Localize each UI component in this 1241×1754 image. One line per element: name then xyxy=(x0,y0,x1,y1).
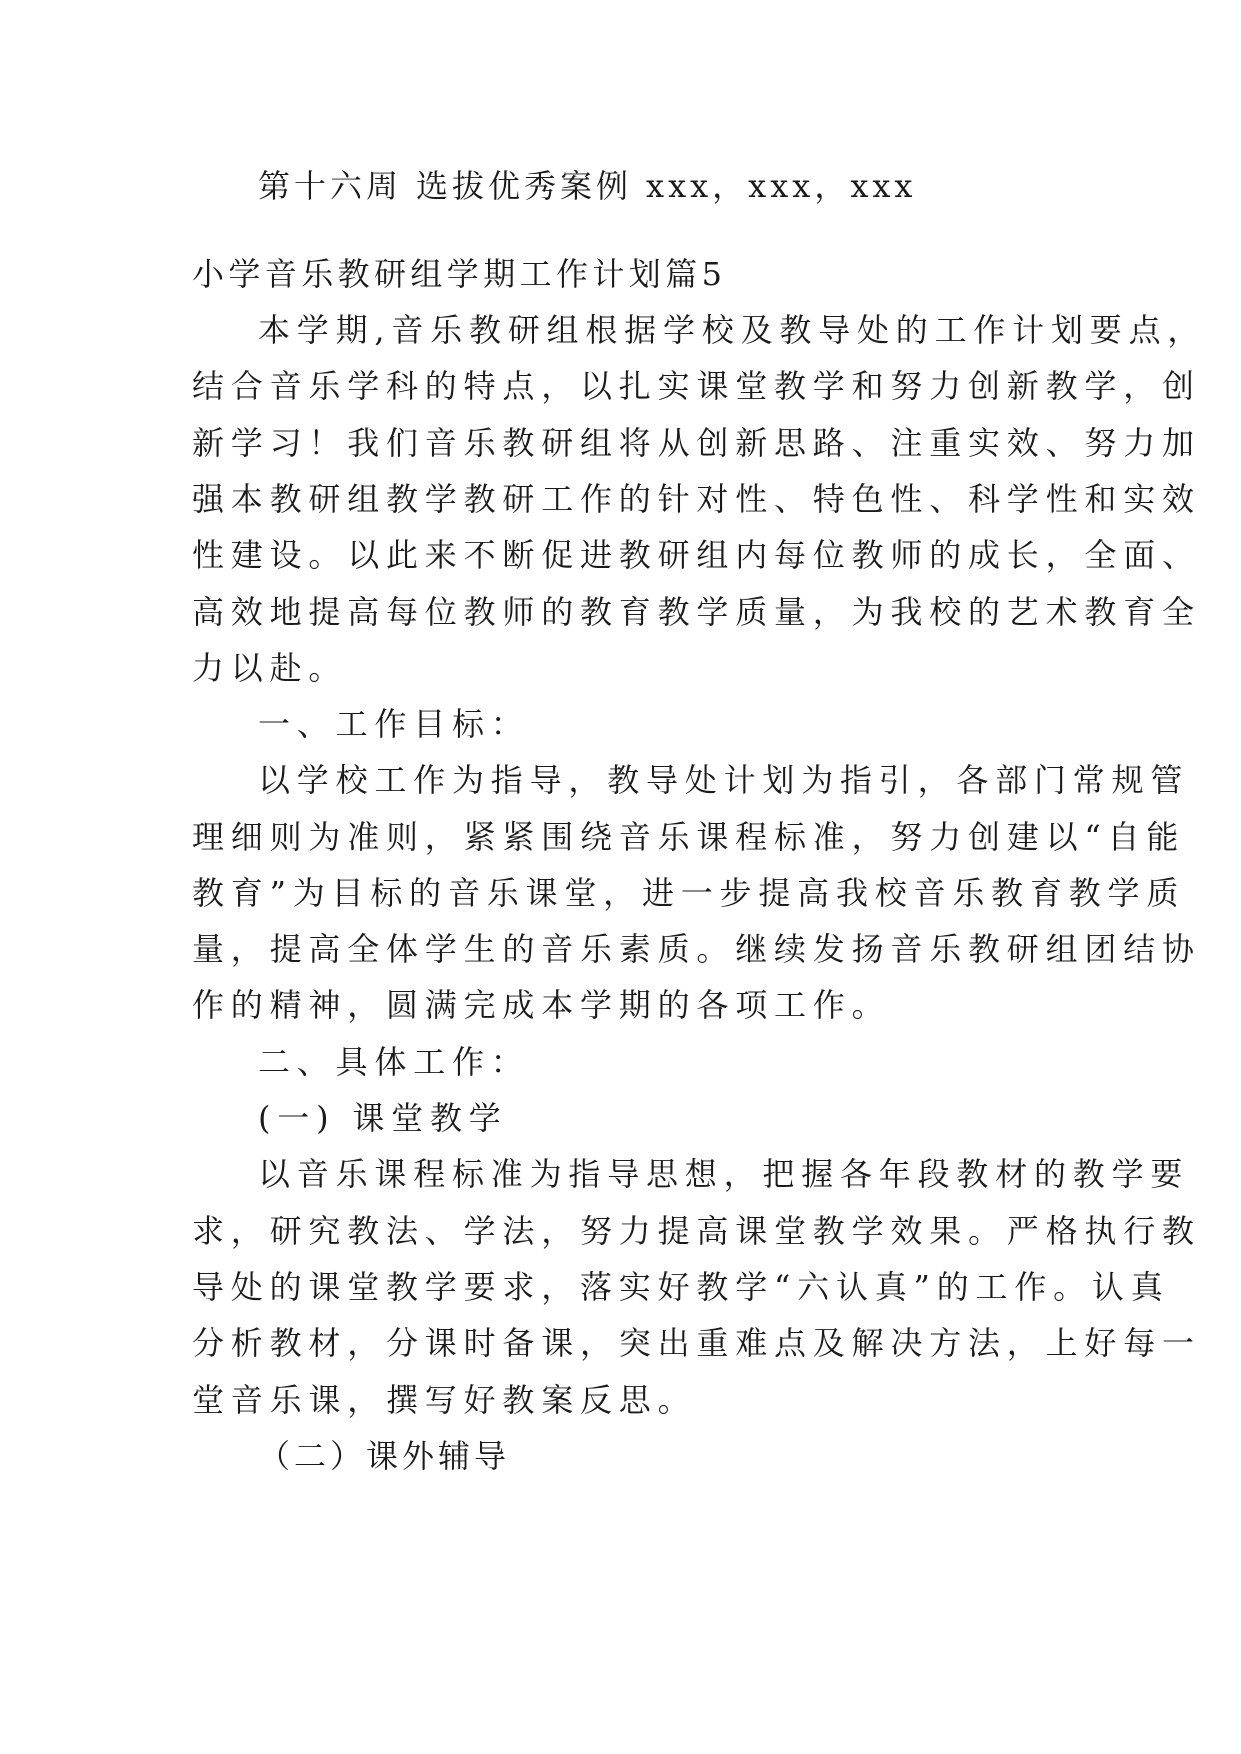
paragraph-line: 理细则为准则，紧紧围绕音乐课程标准，努力创建以“自能 xyxy=(192,818,1186,856)
paragraph-line: 强本教研组教学教研工作的针对性、特色性、科学性和实效 xyxy=(192,480,1201,518)
extra-heading: （二）课外辅导 xyxy=(258,1437,511,1475)
paragraph-line: 分析教材，分课时备课，突出重难点及解决方法，上好每一 xyxy=(192,1324,1201,1362)
paragraph-line: 高效地提高每位教师的教育教学质量，为我校的艺术教育全 xyxy=(192,593,1201,631)
section-title: 小学音乐教研组学期工作计划篇5 xyxy=(192,255,727,293)
paragraph-line: 作的精神，圆满完成本学期的各项工作。 xyxy=(192,986,891,1024)
paragraph-line: 本学期,音乐教研组根据学校及教导处的工作计划要点， xyxy=(258,311,1207,349)
week16-task: 选拔优秀案例 xyxy=(416,167,633,205)
paragraph-line: 以音乐课程标准为指导思想，把握各年段教材的教学要 xyxy=(258,1155,1190,1193)
paragraph-line: 新学习！我们音乐教研组将从创新思路、注重实效、努力加 xyxy=(192,424,1201,462)
paragraph-line: 量，提高全体学生的音乐素质。继续发扬音乐教研组团结协 xyxy=(192,930,1201,968)
week16-names: xxx，xxx，xxx xyxy=(646,167,917,205)
work-heading: 二、具体工作： xyxy=(258,1043,530,1081)
classroom-heading: (一) 课堂教学 xyxy=(258,1099,508,1137)
week16-label: 第十六周 xyxy=(258,167,403,205)
paragraph-line: 求，研究教法、学法，努力提高课堂教学效果。严格执行教 xyxy=(192,1212,1201,1250)
week16-line xyxy=(258,166,916,206)
paragraph-line: 结合音乐学科的特点，以扎实课堂教学和努力创新教学，创 xyxy=(192,367,1201,405)
paragraph-line: 力以赴。 xyxy=(192,649,348,687)
paragraph-line: 导处的课堂教学要求，落实好教学“六认真”的工作。认真 xyxy=(192,1268,1170,1306)
paragraph-line: 以学校工作为指导，教导处计划为指引，各部门常规管 xyxy=(258,761,1190,799)
paragraph-line: 性建设。以此来不断促进教研组内每位教师的成长，全面、 xyxy=(192,536,1201,574)
paragraph-line: 堂音乐课，撰写好教案反思。 xyxy=(192,1381,697,1419)
goal-heading: 一、工作目标： xyxy=(258,705,530,743)
paragraph-line: 教育”为目标的音乐课堂，进一步提高我校音乐教育教学质 xyxy=(192,874,1186,912)
